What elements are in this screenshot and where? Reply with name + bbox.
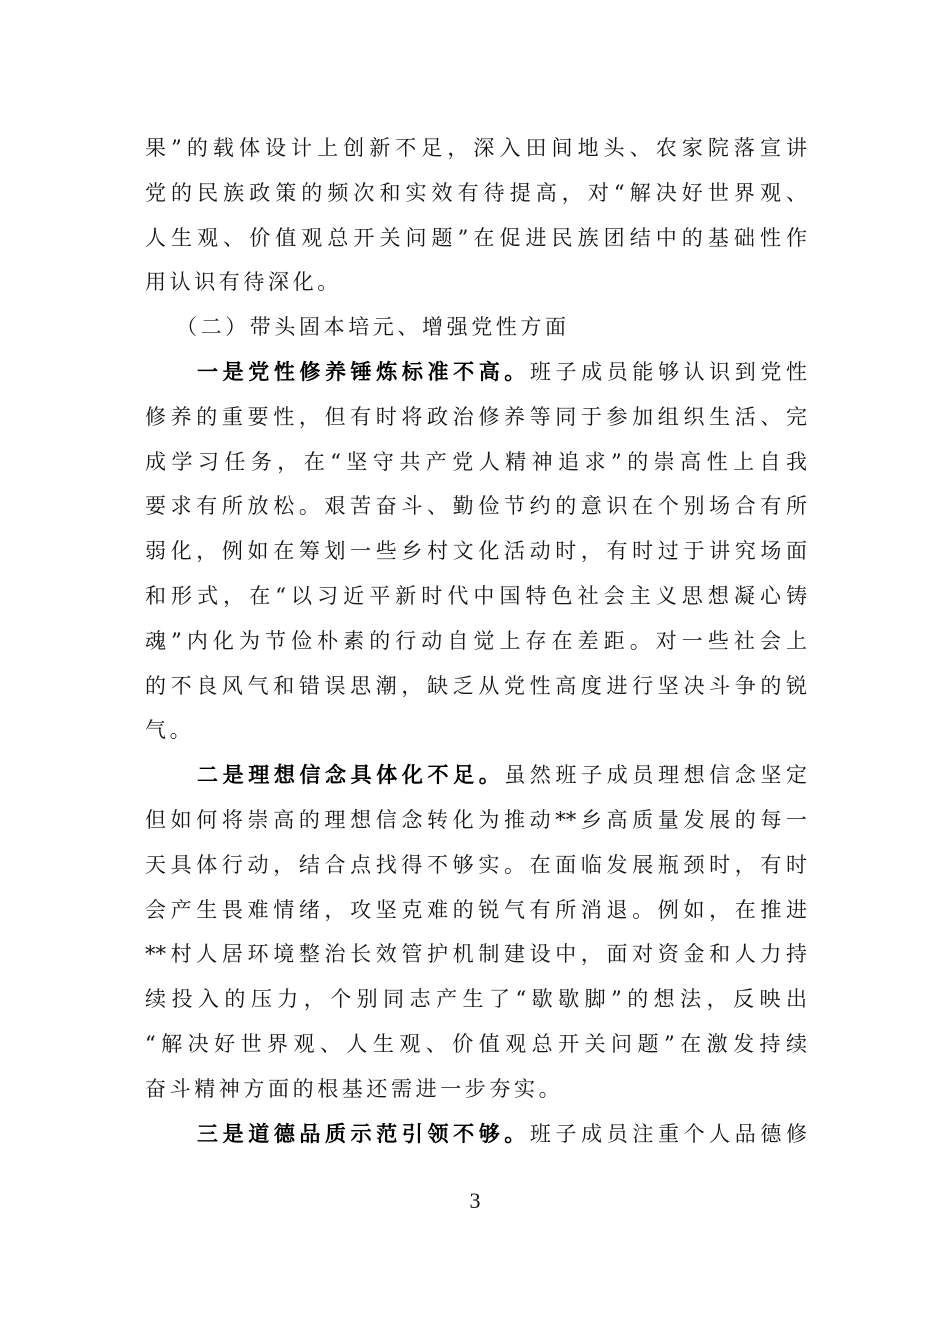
text-line: 的不良风气和错误思潮，缺乏从党性高度进行坚决斗争的锐 bbox=[145, 673, 807, 698]
text-line: 续投入的压力，个别同志产生了“歇歇脚”的想法，反映出 bbox=[145, 987, 807, 1012]
text-line: 奋斗精神方面的根基还需进一步夯实。 bbox=[145, 1076, 564, 1101]
point-first-line bbox=[145, 753, 807, 798]
document-body bbox=[145, 126, 807, 1156]
text-line: 成学习任务，在“坚守共产党人精神追求”的崇高性上自我 bbox=[145, 449, 807, 474]
point-text: 班子成员注重个人品德修 bbox=[529, 1121, 808, 1146]
text-line: “解决好世界观、人生观、价值观总开关问题”在激发持续 bbox=[145, 1031, 807, 1056]
text-line: **村人居环境整治长效管护机制建设中，面对资金和人力持 bbox=[145, 942, 807, 967]
page-number: 3 bbox=[469, 1188, 481, 1213]
point-first-line bbox=[145, 350, 807, 395]
point-first-line bbox=[145, 1112, 807, 1157]
point-lead: 二是理想信念具体化不足。 bbox=[197, 763, 505, 788]
text-line: 天具体行动，结合点找得不够实。在面临发展瓶颈时，有时 bbox=[145, 852, 807, 877]
point-lead: 一是党性修养锤炼标准不高。 bbox=[197, 359, 530, 384]
text-line: 但如何将崇高的理想信念转化为推动**乡高质量发展的每一 bbox=[145, 807, 807, 832]
text-line: 党的民族政策的频次和实效有待提高，对“解决好世界观、 bbox=[145, 180, 807, 205]
text-line: 会产生畏难情绪，攻坚克难的锐气有所消退。例如，在推进 bbox=[145, 897, 807, 922]
point-text: 虽然班子成员理想信念坚定 bbox=[504, 763, 808, 788]
text-line: 人生观、价值观总开关问题”在促进民族团结中的基础性作 bbox=[145, 225, 807, 250]
point-lead: 三是道德品质示范引领不够。 bbox=[197, 1121, 530, 1146]
text-line: 和形式，在“以习近平新时代中国特色社会主义思想凝心铸 bbox=[145, 583, 807, 608]
text-line: 弱化，例如在筹划一些乡村文化活动时，有时过于讲究场面 bbox=[145, 539, 807, 564]
text-line: 魂”内化为节俭朴素的行动自觉上存在差距。对一些社会上 bbox=[145, 628, 807, 653]
text-line: 气。 bbox=[145, 718, 195, 743]
section-heading: （二）带头固本培元、增强党性方面 bbox=[176, 315, 570, 340]
text-line: 修养的重要性，但有时将政治修养等同于参加组织生活、完 bbox=[145, 404, 807, 429]
text-line: 用认识有待深化。 bbox=[145, 270, 342, 295]
text-line: 要求有所放松。艰苦奋斗、勤俭节约的意识在个别场合有所 bbox=[145, 494, 807, 519]
text-line: 果”的载体设计上创新不足，深入田间地头、农家院落宣讲 bbox=[145, 136, 807, 160]
point-text: 班子成员能够认识到党性 bbox=[529, 359, 808, 384]
